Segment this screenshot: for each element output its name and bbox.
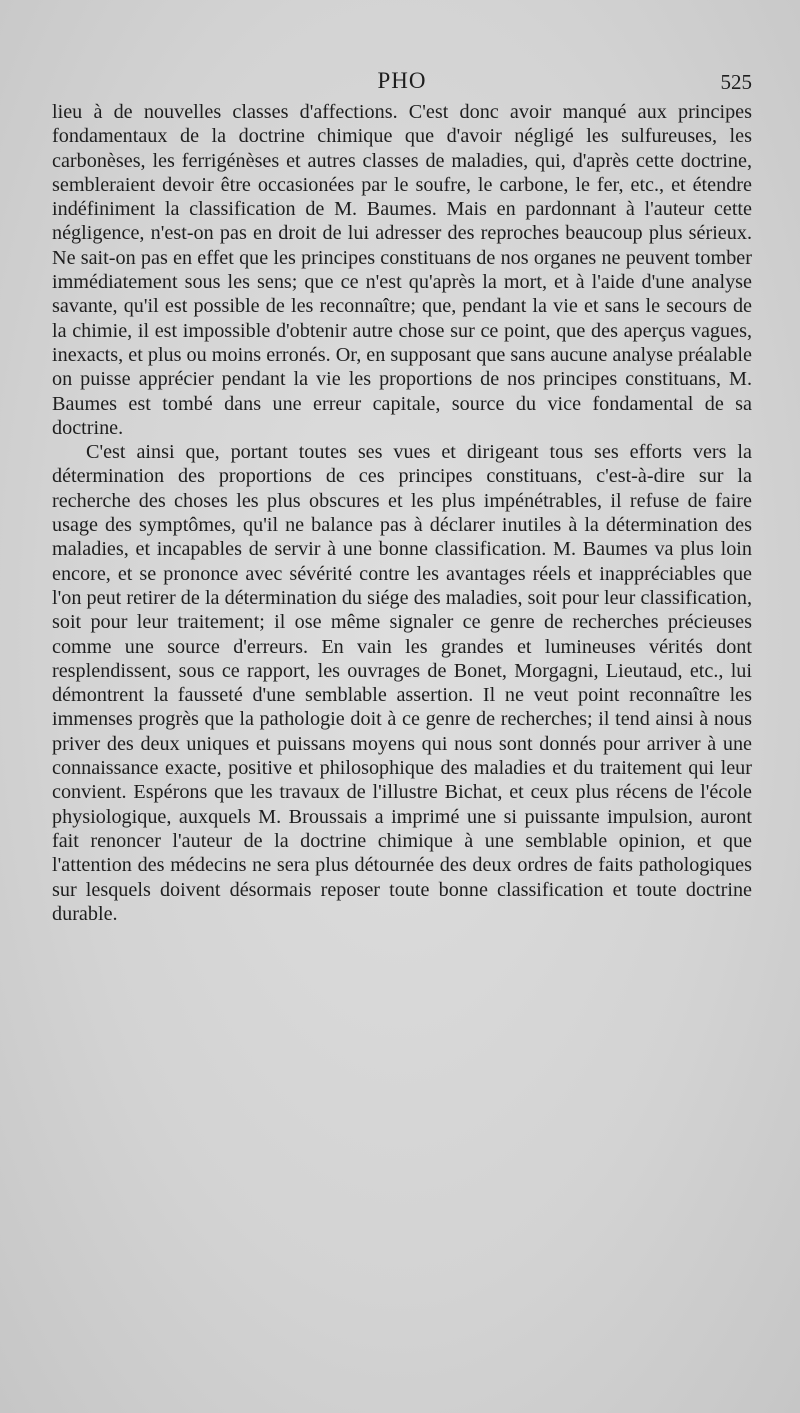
body-text [52,100,752,926]
paragraph-1: lieu à de nouvelles classes d'affections. C'est donc avoir manqué aux principes fondamentaux de la doctrine chimique que d'avoir négligé les sulfureuses, les carbonèses, les ferrigénèses et autres classes de maladies, qui, d'après cette doctrine, sembleraient devoir être occasionées par le soufre, le carbone, le fer, etc., et étendre indéfiniment la classification de M. Baumes. Mais en pardonnant à l'auteur cette négligence, n'est-on pas en droit de lui adresser des reproches beaucoup plus sérieux. Ne sait-on pas en effet que les principes constituans de nos organes ne peuvent tomber immédiatement sous les sens; que ce n'est qu'après la mort, et à l'aide d'une analyse savante, qu'il est possible de les reconnaître; que, pendant la vie et sans le secours de la chimie, il est impossible d'obtenir autre chose sur ce point, que des aperçus vagues, inexacts, et plus ou moins erronés. Or, en supposant que sans aucune analyse préalable on puisse apprécier pendant la vie les proportions de nos principes constituans, M. Baumes est tombé dans une erreur capitale, source du vice fondamental de sa doctrine. [52,101,752,439]
running-head: PHO [377,68,427,93]
paragraph-2: C'est ainsi que, portant toutes ses vues et dirigeant tous ses efforts vers la détermination des proportions de ces principes constituans, c'est-à-dire sur la recherche des choses les plus obscures et les plus impénétrables, il refuse de faire usage des symptômes, qu'il ne balance pas à déclarer inutiles à la détermination des maladies, et incapables de servir à une bonne classification. M. Baumes va plus loin encore, et se prononce avec sévérité contre les avantages réels et inappréciables que l'on peut retirer de la détermination du siége des maladies, soit pour leur classification, soit pour leur traitement; il ose même signaler ce genre de recherches précieuses comme une source d'erreurs. En vain les grandes et lumineuses vérités dont resplendissent, sous ce rapport, les ouvrages de Bonet, Morgagni, Lieutaud, etc., lui démontrent la fausseté d'une semblable assertion. Il ne veut point reconnaître les immenses progrès que la pathologie doit à ce genre de recherches; il tend ainsi à nous priver des deux uniques et puissans moyens qui nous sont donnés pour arriver à une connaissance exacte, positive et philosophique des maladies et du traitement qui leur convient. Espérons que les travaux de l'illustre Bichat, et ceux plus récens de l'école physiologique, auxquels M. Broussais a imprimé une si puissante impulsion, auront fait renoncer l'auteur de la doctrine chimique à une semblable opinion, et que l'attention des médecins ne sera plus détournée des deux ordres de faits pathologiques sur lesquels doivent désormais reposer toute bonne classification et toute doctrine durable. [52,441,752,925]
page-header [52,68,752,98]
page-number: 525 [720,70,752,94]
